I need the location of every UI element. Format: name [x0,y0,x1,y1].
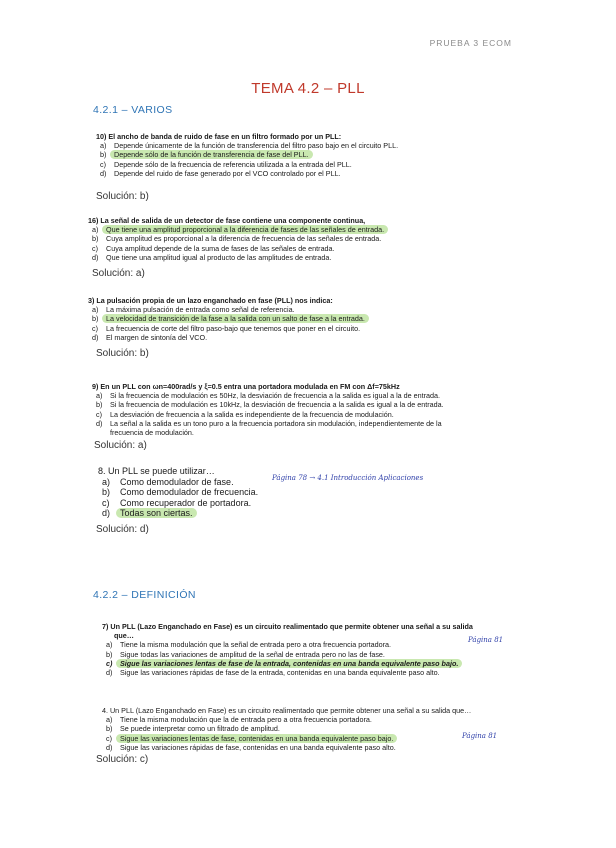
option-a: a) Si la frecuencia de modulación es 50Hz, la desviación de frecuencia a la salida es igual a la de entrada. [96,391,441,401]
highlighted-answer: Depende sólo de la función de transferencia de fase del PLL. [110,150,313,159]
option-c: c) Depende sólo de la frecuencia de referencia utilizada a la entrada del PLL. [100,159,352,169]
option-b: b) Se puede interpretar como un filtrado de amplitud. [106,724,280,734]
solution-text: Solución: c) [96,754,149,765]
question-3 [88,296,528,342]
option-b: b) La velocidad de transición de la fase a la salida con un salto de fase a la entrada. [88,314,528,323]
highlighted-answer: Sigue las variaciones lentas de fase de la entrada, contenidas en una banda equivalente paso bajo. [116,659,462,668]
option-b: b) Depende sólo de la función de transferencia de fase del PLL. [96,150,516,159]
question-stem: 16) La señal de salida de un detector de fase contiene una componente continua, [88,216,366,225]
page-header: PRUEBA 3 ECOM [429,38,512,48]
option-d: d) Depende del ruido de fase generado por el VCO controlado por el PLL. [100,168,341,178]
page-title: TEMA 4.2 – PLL [251,80,365,97]
question-16 [88,216,528,262]
option-a: a) Como demodulador de fase. [102,476,234,487]
option-a: a) Que tiene una amplitud proporcional a la diferencia de fases de las señales de entrada. [88,225,528,234]
question-stem-continued: que… [114,631,134,641]
question-8 [98,466,298,519]
handwritten-note: Página 81 [462,732,498,740]
highlighted-answer: Sigue las variaciones lentas de fase, contenidas en una banda equivalente paso bajo. [116,734,397,743]
handwritten-note: Página 78 → 4.1 Introducción Aplicaciones [272,474,424,482]
question-9 [92,382,532,437]
option-c: c) La desviación de frecuencia a la salida es independiente de la frecuencia de modulación. [96,409,394,419]
section-heading-varios: 4.2.1 – VARIOS [93,104,173,116]
option-d: d) Sigue las variaciones rápidas de fase, contenidas en una banda equivalente paso alto. [106,742,396,752]
option-d: d) Sigue las variaciones rápidas de fase de la entrada, contenidas en una banda equivalente paso alto. [106,668,440,678]
option-a: a) La máxima pulsación de entrada como señal de referencia. [92,305,295,315]
highlighted-answer: Todas son ciertas. [116,508,197,518]
option-d-continued: frecuencia de modulación. [110,428,194,438]
question-stem: 8. Un PLL se puede utilizar… [98,466,215,476]
question-stem: 9) En un PLL con ωn=400rad/s y ξ=0.5 entra una portadora modulada en FM con Δf=75kHz [92,382,400,391]
option-c: c) Como recuperador de portadora. [102,497,252,508]
question-7 [102,622,522,677]
option-c: c) La frecuencia de corte del filtro paso-bajo que tenemos que poner en el circuito. [92,323,361,333]
question-4 [102,706,522,752]
question-stem: 7) Un PLL (Lazo Enganchado en Fase) es un circuito realimentado que permite obtener una señal a su salida [102,622,473,631]
highlighted-answer: La velocidad de transición de la fase a la salida con un salto de fase a la entrada. [102,314,369,323]
option-a: a) Tiene la misma modulación que la de entrada pero a otra frecuencia portadora. [106,715,372,725]
highlighted-answer: Que tiene una amplitud proporcional a la diferencia de fases de las señales de entrada. [102,225,388,234]
option-d: d) La señal a la salida es un tono puro a la frecuencia portadora sin modulación, independientemente de la [96,418,442,428]
option-b: b) Sigue todas las variaciones de amplitud de la señal de entrada pero no las de fase. [106,649,385,659]
question-stem: 4. Un PLL (Lazo Enganchado en Fase) es un circuito realimentado que permite obtener una señal a su salida que… [102,706,472,715]
solution-text: Solución: b) [96,348,149,359]
option-b: b) Como demodulador de frecuencia. [102,487,259,498]
option-d: d) Todas son ciertas. [98,508,298,519]
section-heading-definicion: 4.2.2 – DEFINICIÓN [93,589,196,601]
question-10 [96,132,516,178]
option-c: c) Sigue las variaciones lentas de fase, contenidas en una banda equivalente paso bajo. [102,734,522,743]
solution-text: Solución: d) [96,524,149,535]
option-c: c) Cuya amplitud depende de la suma de fases de las señales de entrada. [92,243,335,253]
option-a: a) Tiene la misma modulación que la señal de entrada pero a otra frecuencia portadora. [106,640,392,650]
option-d: d) El margen de sintonía del VCO. [92,332,208,342]
option-c: c) Sigue las variaciones lentas de fase de la entrada, contenidas en una banda equivalente paso bajo. [102,659,522,668]
handwritten-note: Página 81 [468,636,504,644]
option-b: b) Si la frecuencia de modulación es 10kHz, la desviación de frecuencia a la salida es igual a la de entrada. [96,400,444,410]
question-stem: 10) El ancho de banda de ruido de fase en un filtro formado por un PLL: [96,132,342,141]
solution-text: Solución: a) [92,268,145,279]
option-d: d) Que tiene una amplitud igual al producto de las amplitudes de entrada. [92,252,332,262]
option-a: a) Depende únicamente de la función de transferencia del filtro paso bajo en el circuito PLL. [100,141,399,151]
question-stem: 3) La pulsación propia de un lazo enganchado en fase (PLL) nos indica: [88,296,333,305]
option-b: b) Cuya amplitud es proporcional a la diferencia de frecuencia de las señales de entrada. [92,234,382,244]
solution-text: Solución: b) [96,191,149,202]
solution-text: Solución: a) [94,440,147,451]
